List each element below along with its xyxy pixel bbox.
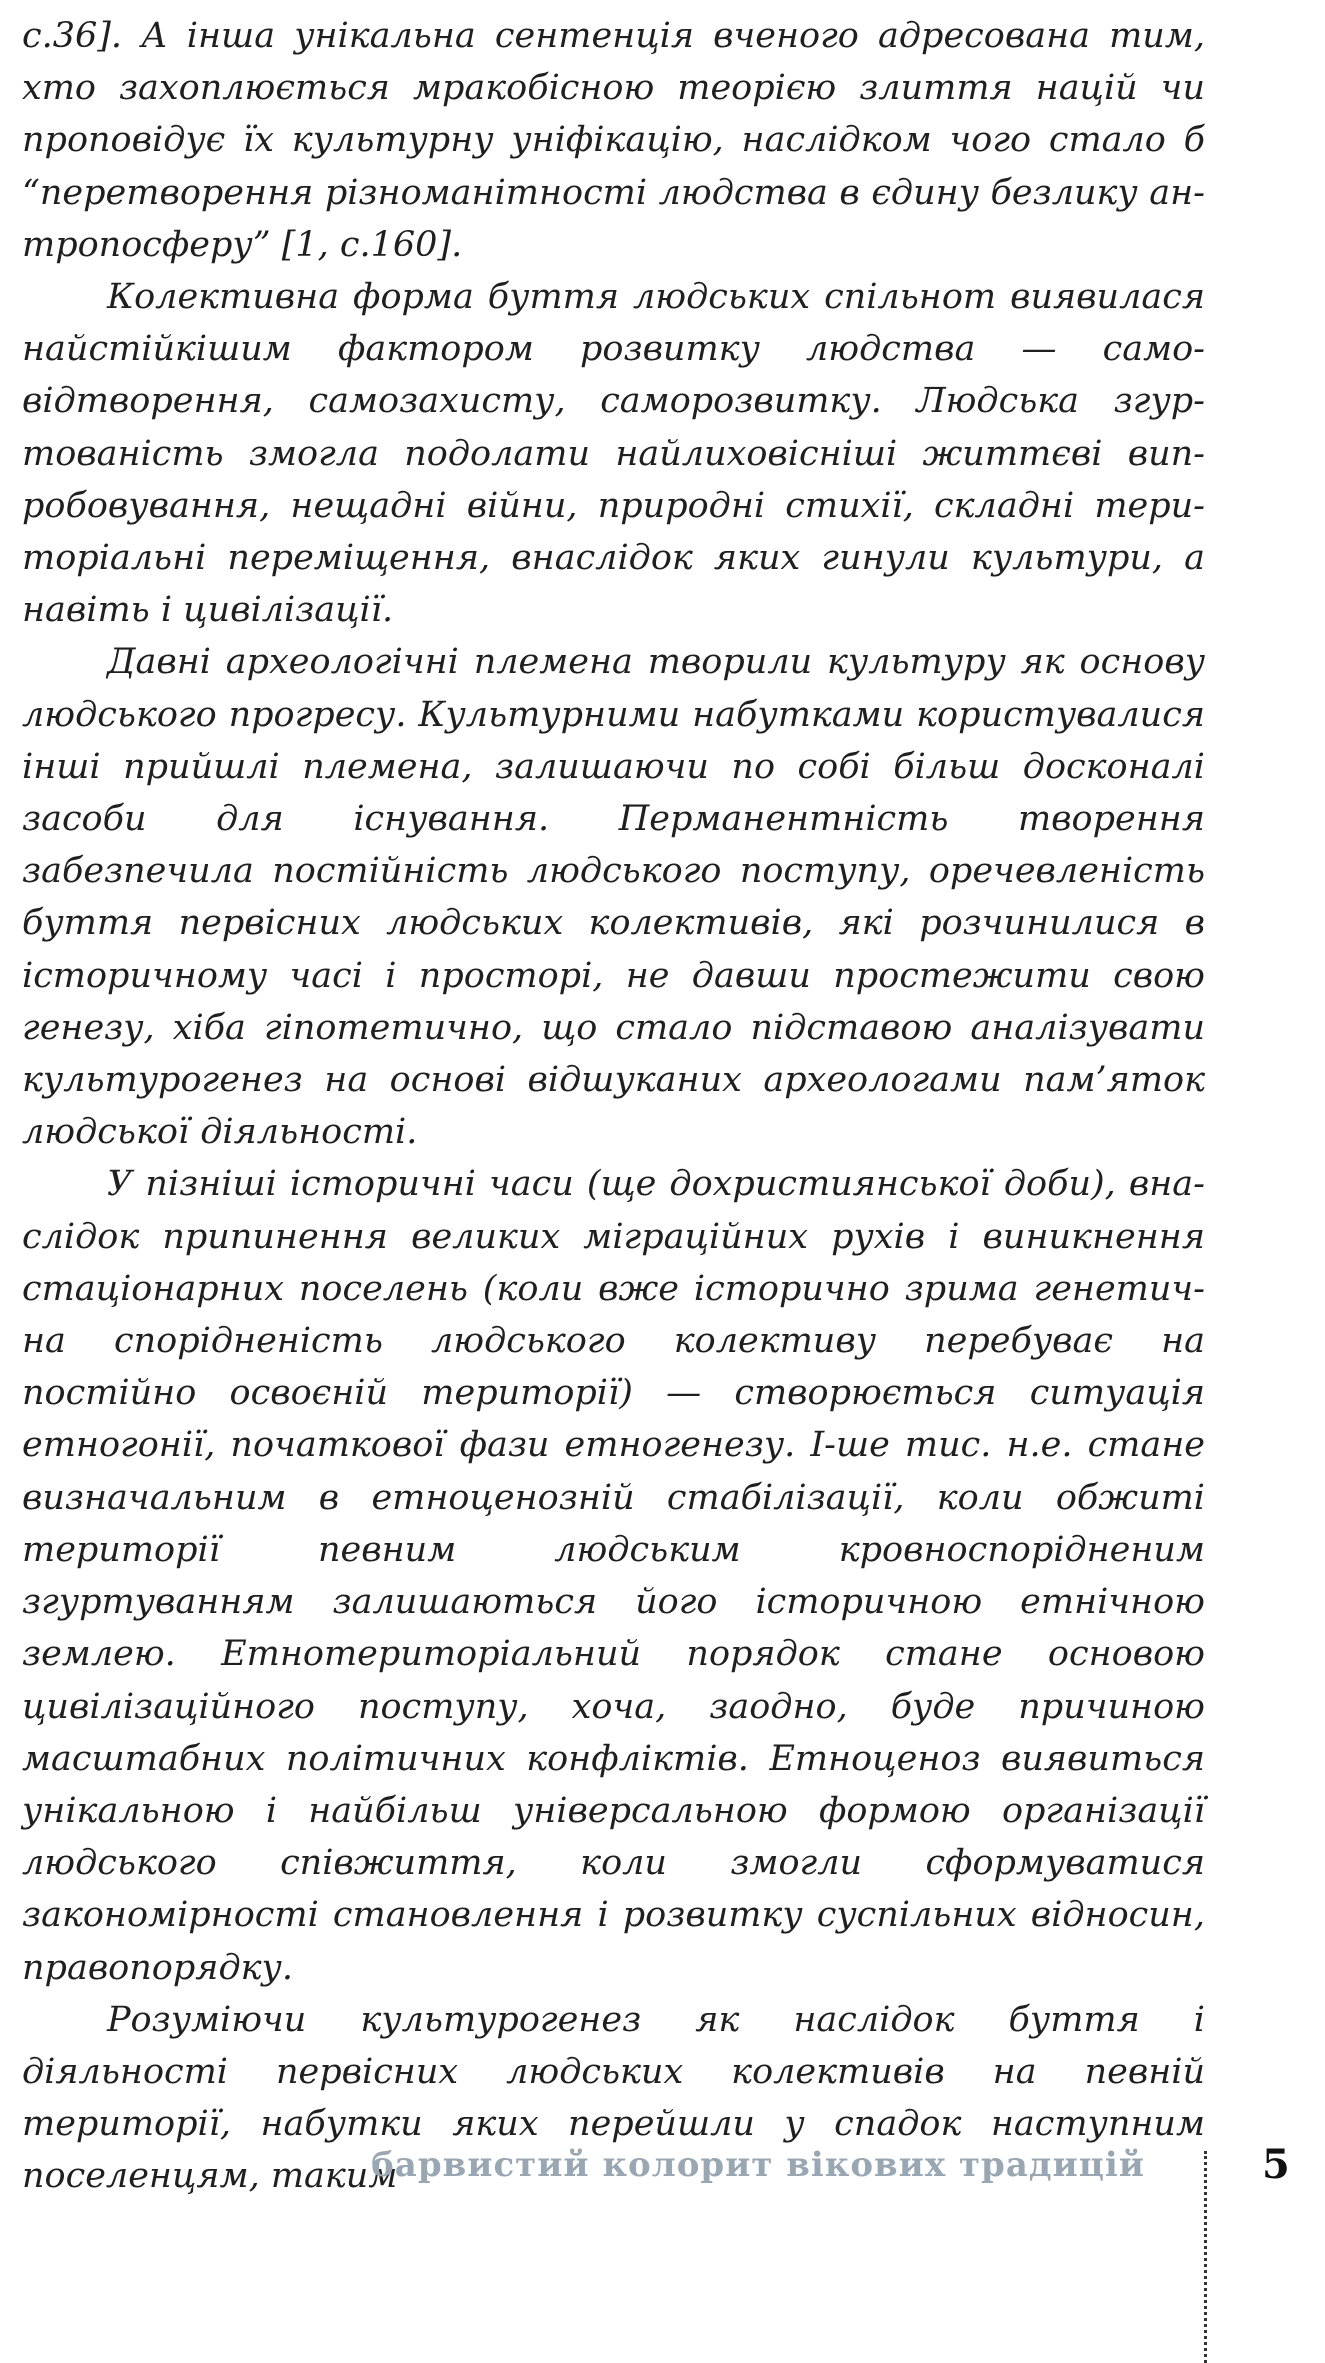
dotted-divider [1204,2151,1207,2363]
paragraph-3: Давні археологічні племена творили культуру як основу людського прогресу. Культурними набутками користувалися інші прийшлі племена, залишаючи по собі більш досконалі засоби для існування. Перманентність творення забезпечила постійність людського поступу, оречевленість буття первісних людських колективів, які розчинилися в історичному часі і просторі, не давши простежити свою генезу, хіба гіпотетично, що стало підставою аналізувати культурогенез на основі відшуканих археологами пам’яток людської діяльності. [22,642,1205,1153]
running-title: барвистий колорит вікових традицій [371,2145,1145,2185]
paragraph-1: с.36]. А інша унікальна сентенція вченого адресована тим, хто захоплюється мракобісною теорією злиття націй чи проповідує їх культурну уніфікацію, наслідком чого стало б “перетворення різноманітності людства в єдину безлику антропосферу” [1, с.160]. [22,16,1205,265]
paragraph-4: У пізніші історичні часи (ще дохристиянської доби), внаслідок припинення великих міграційних рухів і виникнення стаціонарних поселень (коли вже історично зрима генетична спорідненість людського колективу перебуває на постійно освоєній території) — створюється ситуація етногонії, початкової фази етногенезу. І-ше тис. н.е. стане визначальним в етноценозній стабілізації, коли обжиті території певним людським кровноспорідненим згуртуванням залишаються його історичною етнічною землею. Етнотериторіальний порядок стане основою цивілізаційного поступу, хоча, заодно, буде причиною масштабних політичних конфліктів. Етноценоз виявиться унікальною і найбільш універсальною формою організації людського співжиття, коли змогли сформуватися закономірності становлення і розвитку суспільних відносин, правопорядку. [22,1164,1205,1988]
paragraph-5: Розуміючи культурогенез як наслідок буття і діяльності первісних людських колективів на певній території, набутки яких перейшли у спадок наступним поселенцям, таким [22,1999,1205,2197]
page-number: 5 [1262,2141,1290,2188]
page-footer [0,2141,1325,2357]
page-body [22,10,1205,2203]
paragraph-2: Колективна форма буття людських спільнот виявилася найстійкішим фактором розвитку людства — самовідтворення, самозахисту, саморозвитку. Людська згуртованість змогла подолати найлиховісніші життєві випробовування, нещадні війни, природні стихії, складні територіальні переміщення, внаслідок яких гинули культури, а навіть і цивілізації. [22,277,1205,631]
